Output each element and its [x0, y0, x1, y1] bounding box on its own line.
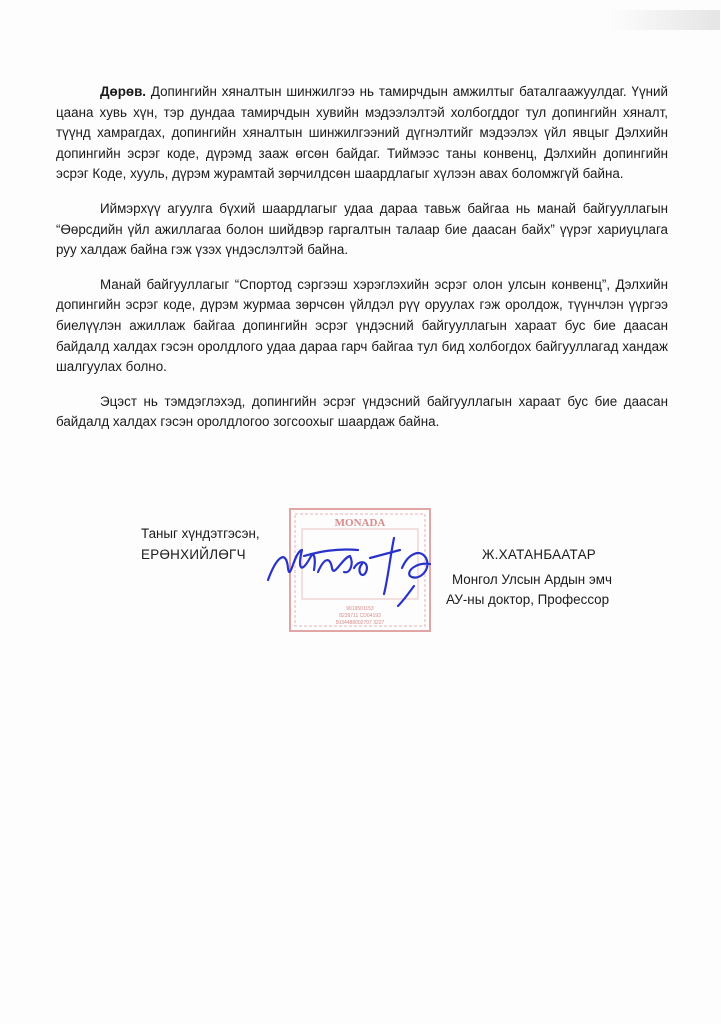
signer-title-line-1: Монгол Улсын Ардын эмч [452, 572, 612, 587]
signer-title-line-2: АУ-ны доктор, Профессор [446, 592, 610, 607]
paragraph-4: Эцэст нь тэмдэглэхэд, допингийн эсрэг үндэсний байгууллагын хараат бус бие даасан байдалд халдах гэсэн оролдлогоо зогсоохыг шаардаж байна. [56, 393, 668, 430]
paragraph-2: Иймэрхүү агуулга бүхий шаардлагыг удаа дараа тавьж байгаа нь манай байгууллагын “Өөрсдийн үйл ажиллагаа болон шийдвэр гаргалтын талаар бие даасан байх” үүрэг хариуцлага руу халдаж байна гэж үзэх үндэслэлтэй байна. [56, 200, 668, 258]
paragraph-3: Манай байгууллагыг “Спортод сэргээш хэрэглэхийн эсрэг олон улсын конвенц”, Дэлхийн допингийн эсрэг коде, дүрэм журмаа зөрчсөн үйлдэл рүү оруулах гэж оролдож, түүнчлэн үүргээ биелүүлэн ажиллаж байгаа допингийн эсрэг үндэсний байгууллагын хараат бус бие даасан байдалд халдах гэсэн оролдлого удаа дараа гарч байгаа тул бид холбогдох байгууллагад хандаж шалгуулах болно. [56, 276, 668, 375]
stamp-line-2: 8239711 CD04193 [339, 613, 381, 619]
stamp-label: MONADA [334, 517, 386, 529]
paragraph-1-text: Допингийн хяналтын шинжилгээ нь тамирчдын амжилтыг баталгаажуулдаг. Үүний цаана хувь хүн, тэр дундаа тамирчдын хувийн мэдээлэлтэй холбогддог тул допингийн хяналт, түүнд хамрагдах, допингийн хяналтын шинжилгээний дүгнэлтийг мэдээлэх үйл явцыг Дэлхийн допингийн эсрэг коде, дүрэмд зааж өгсөн байдаг. Тиймээс таны конвенц, Дэлхийн допингийн эсрэг Коде, хууль, дүрэм журамтай зөрчилдсөн шаардлагыг хүлээн авах боломжгүй байна. [56, 84, 668, 182]
paragraph-1 [56, 82, 668, 185]
letter-body [56, 82, 668, 447]
handwritten-signature [258, 528, 468, 610]
signer-position: ЕРӨНХИЙЛӨГЧ [141, 547, 246, 562]
closing-line: Таныг хүндэтгэсэн, [141, 526, 260, 541]
scan-artifact [610, 10, 720, 30]
stamp-line-3: 5034488002707 3227 [335, 620, 385, 626]
signer-name: Ж.ХАТАНБААТАР [482, 547, 597, 562]
paragraph-1-lead: Дөрөв. [100, 84, 147, 99]
stamp-line-1: 9019501153 [346, 606, 374, 612]
